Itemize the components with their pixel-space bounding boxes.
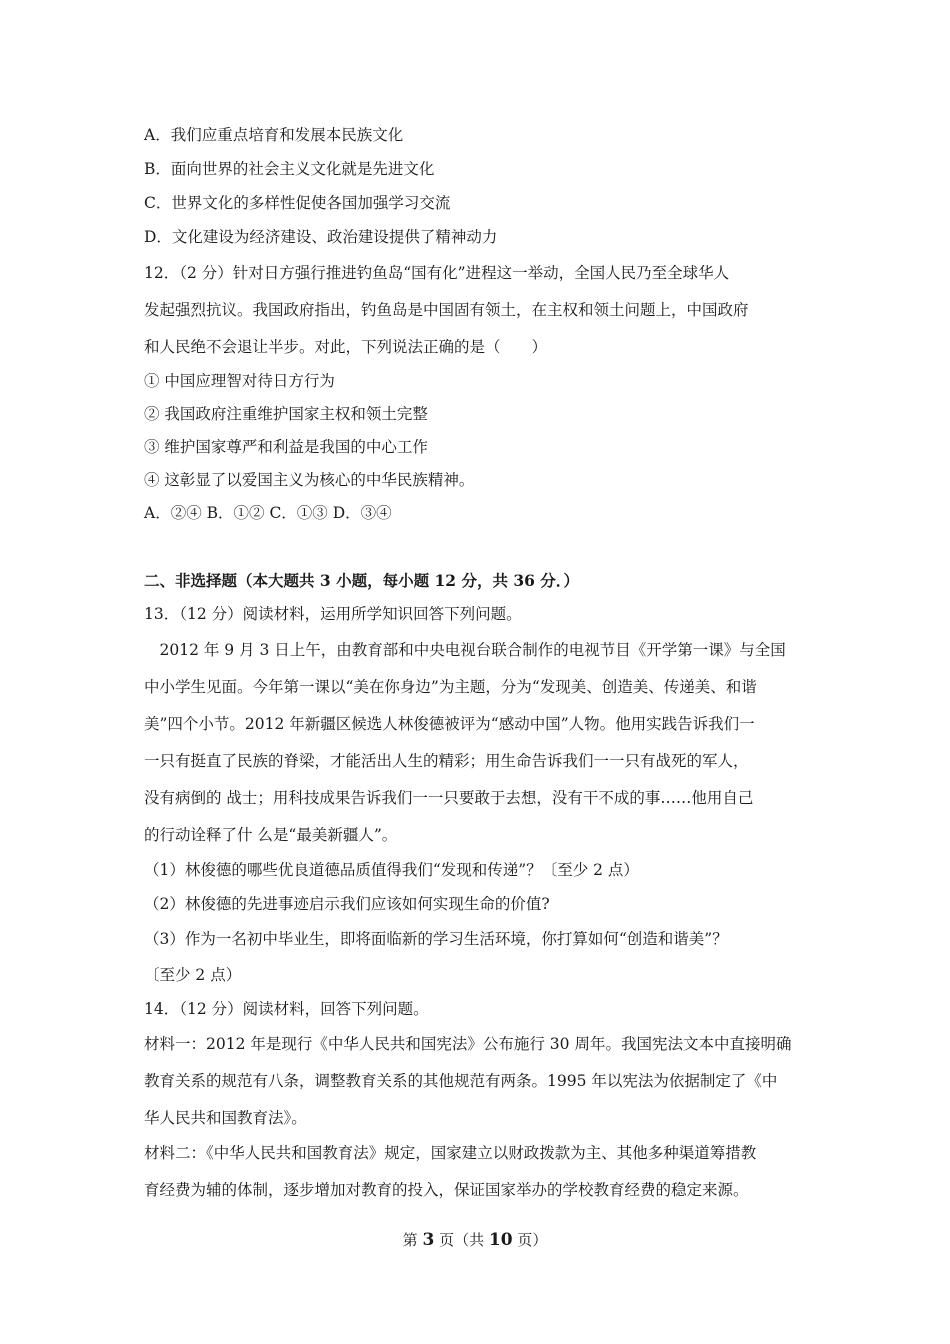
footer-prefix: 第 <box>402 1231 418 1249</box>
q12-options: A．②④ B．①② C．①③ D．③④ <box>144 504 392 522</box>
q14-material-line: 教育关系的规范有八条，调整教育关系的其他规范有两条。1995 年以宪法为依据制定了《中 <box>144 1072 778 1090</box>
q11-option-c: C．世界文化的多样性促使各国加强学习交流 <box>144 194 451 212</box>
q11-option-a: A．我们应重点培育和发展本民族文化 <box>144 126 404 144</box>
q12-item: ③ 维护国家尊严和利益是我国的中心工作 <box>144 438 428 456</box>
q13-subquestion: （3）作为一名初中毕业生，即将面临新的学习生活环境，你打算如何“创造和谐美”？ <box>144 930 728 948</box>
footer-total-pages: 10 <box>488 1230 513 1250</box>
q13-subquestion: 〔至少 2 点） <box>144 966 242 984</box>
q12-item: ② 我国政府注重维护国家主权和领土完整 <box>144 405 428 423</box>
footer-suffix: 页） <box>517 1231 548 1249</box>
page-footer <box>0 1230 950 1250</box>
q12-stem-line: 12．（2 分）针对日方强行推进钓鱼岛“国有化”进程这一举动，全国人民乃至全球华人 <box>144 264 730 282</box>
footer-mid: 页（共 <box>439 1231 485 1249</box>
q13-subquestion: （2）林俊德的先进事迹启示我们应该如何实现生命的价值? <box>144 895 550 913</box>
q13-subquestion: （1）林俊德的哪些优良道德品质值得我们“发现和传递”？〔至少 2 点） <box>144 861 639 879</box>
q12-item: ④ 这彰显了以爱国主义为核心的中华民族精神。 <box>144 471 475 489</box>
q12-stem-line: 发起强烈抗议。我国政府指出，钓鱼岛是中国固有领土，在主权和领土问题上，中国政府 <box>144 301 749 319</box>
q14-material-line: 材料一：2012 年是现行《中华人民共和国宪法》公布施行 30 周年。我国宪法文本中直接明确 <box>144 1035 792 1053</box>
q13-material-line: 一只有挺直了民族的脊梁，才能活出人生的精彩；用生命告诉我们一一只有战死的军人， <box>144 752 749 770</box>
q13-stem: 13．（12 分）阅读材料，运用所学知识回答下列问题。 <box>144 605 522 623</box>
q13-material-line: 没有病倒的 战士；用科技成果告诉我们一一只要敢于去想，没有干不成的事……他用自己 <box>144 789 754 807</box>
q13-material-line: 中小学生见面。今年第一课以“美在你身边”为主题，分为“发现美、创造美、传递美、和谐 <box>144 678 757 696</box>
q12-stem-line: 和人民绝不会退让半步。对此，下列说法正确的是（ ） <box>144 338 548 356</box>
footer-page-number: 3 <box>422 1230 435 1250</box>
q13-material-line: 2012 年 9 月 3 日上午，由教育部和中央电视台联合制作的电视节目《开学第一课》与全国 <box>144 641 786 659</box>
q14-material-line: 华人民共和国教育法》。 <box>144 1109 307 1127</box>
q11-option-d: D．文化建设为经济建设、政治建设提供了精神动力 <box>144 228 498 246</box>
q14-stem: 14．（12 分）阅读材料，回答下列问题。 <box>144 1000 429 1018</box>
q11-option-b: B．面向世界的社会主义文化就是先进文化 <box>144 160 435 178</box>
section-heading: 二、非选择题（本大题共 3 小题，每小题 12 分，共 36 分．） <box>144 571 580 590</box>
q13-material-line: 的行动诠释了什 么是“最美新疆人”。 <box>144 826 398 844</box>
q12-item: ① 中国应理智对待日方行为 <box>144 372 335 390</box>
q14-material-line: 育经费为辅的体制，逐步增加对教育的投入，保证国家举办的学校教育经费的稳定来源。 <box>144 1181 749 1199</box>
q13-material-line: 美”四个小节。2012 年新疆区候选人林俊德被评为“感动中国”人物。他用实践告诉我们一 <box>144 715 755 733</box>
q14-material-line: 材料二：《中华人民共和国教育法》规定，国家建立以财政拨款为主、其他多种渠道筹措教 <box>144 1144 757 1162</box>
